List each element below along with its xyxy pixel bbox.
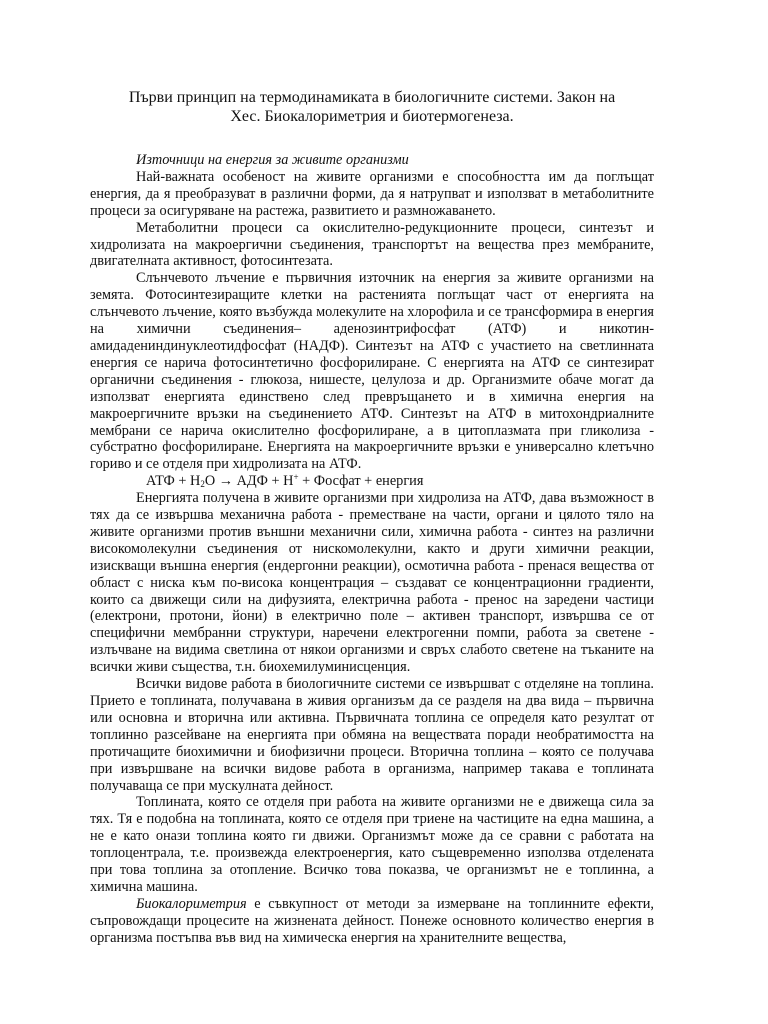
eq-proton-charge: +: [293, 472, 299, 483]
paragraph-7-text: е съвкупност от методи за измерване на топлинните ефекти, съпровождащи процесите на жизнената дейност. Понеже основното количество енергия в организма постъпва във вид на химическа енергия на хранителните вещества,: [90, 895, 654, 946]
section-heading: Източници на енергия за живите организми: [136, 152, 409, 168]
paragraph-1: Най-важната особеност на живите организми е способността им да поглъщат енергия, да я преобразуват в различни форми, да я натрупват и използват в метаболитните процеси за осигуряване на растежа, развитието и размножаването.: [90, 168, 654, 219]
paragraph-4: Енергията получена в живите организми при хидролиза на АТФ, дава възможност в тях да се извършва механична работа - преместване на части, органи и цялото тяло на живите организми против външни механични сили, химична работа - синтез на различни високомолекулни съединения от нискомолекулни, както и други химични реакции, изискващи външна енергия (ендергонни реакции), осмотична работа - пренася вещества от област с ниска към по-висока концентрация – създават се концентрационни градиенти, които са движещи сили на дифузията, електрична работа - пренос на заредени частици (електрони, протони, йони) в електрично поле – активен транспорт, извършва се от специфични мембранни структури, наречени електрогенни помпи, работа за светене - излъчване на видима светлина от някои организми и свръх слабото светене на тъканите на всички живи същества, т.н. биохемилуминисценция.: [90, 490, 654, 676]
paragraph-3: Слънчевото лъчение е първичния източник на енергия за живите организми на земята. Фотосинтезиращите клетки на растенията поглъщат част от енергията на слънчевото лъчение, която възбужда молекулите на хлорофила и се трансформира в енергия на химични съединения– аденозинтрифосфат (АТФ) и никотин-амидадениндинуклеотидфосфат (НАДФ). Синтезът на АТФ с участието на светлинната енергия се нарича фотосинтетично фосфорилиране. С енергията на АТФ се синтезират органични съединения - глюкоза, нишесте, целулоза и др. Организмите обаче могат да използват енергията единствено след превръщането и в химична енергия на макроергичните връзки на съединението АТФ. Синтезът на АТФ в митохондриалните мембрани се нарича окислително фосфорилиране, а в цитоплазмата при гликолиза - субстратно фосфорилиране. Енергията на макроергичните връзки е универсално клетъчно гориво и се отделя при хидролизата на АТФ.: [90, 270, 654, 473]
paragraph-6: Топлината, която се отделя при работа на живите организми не е движеща сила за тях. Тя е подобна на топлината, която се отделя при триене на частиците на една машина, а не е като онази топлина която ги движи. Организмът може да се сравни с работата на топлоцентрала, т.е. произвежда електроенергия, като същевременно използва отделената при това топлина за отопление. Всичко това показва, че организмът не е топлинна, а химична машина.: [90, 794, 654, 895]
atp-hydrolysis-equation: [146, 473, 654, 490]
term-biocalorimetry: Биокалориметрия: [136, 895, 247, 912]
document-title: [90, 88, 654, 126]
eq-atp: АТФ + Н: [146, 473, 201, 490]
eq-rest: + Фосфат + енергия: [298, 473, 424, 490]
paragraph-7: [90, 896, 654, 947]
eq-oxygen: О: [204, 473, 216, 490]
title-line-2: Хес. Биокалориметрия и биотермогенеза.: [230, 108, 514, 125]
paragraph-5: Всички видове работа в биологичните системи се извършват с отделяне на топлина. Прието е топлината, получавана в живия организъм да се разделя на два вида – първична или основна и вторична или активна. Първичната топлина се определя като резултат от топлинно разсейване на енергията при обмяна на веществата поради необратимостта на протичащите биохимични и биофизични процеси. Вторична топлина – която се получава при извършване на всички видове работа в организма, например такава е топлината получаваща се при мускулната дейност.: [90, 676, 654, 794]
title-line-1: Първи принцип на термодинамиката в биологичните системи. Закон на: [128, 89, 616, 106]
paragraph-2: Метаболитни процеси са окислително-редукционните процеси, синтезът и хидролизата на макроергични съединения, транспортът на вещества през мембраните, двигателната активност, фотосинтезата.: [90, 219, 654, 270]
eq-h2o-subscript: 2: [200, 479, 205, 490]
eq-arrow: → АДФ + Н: [215, 473, 294, 490]
